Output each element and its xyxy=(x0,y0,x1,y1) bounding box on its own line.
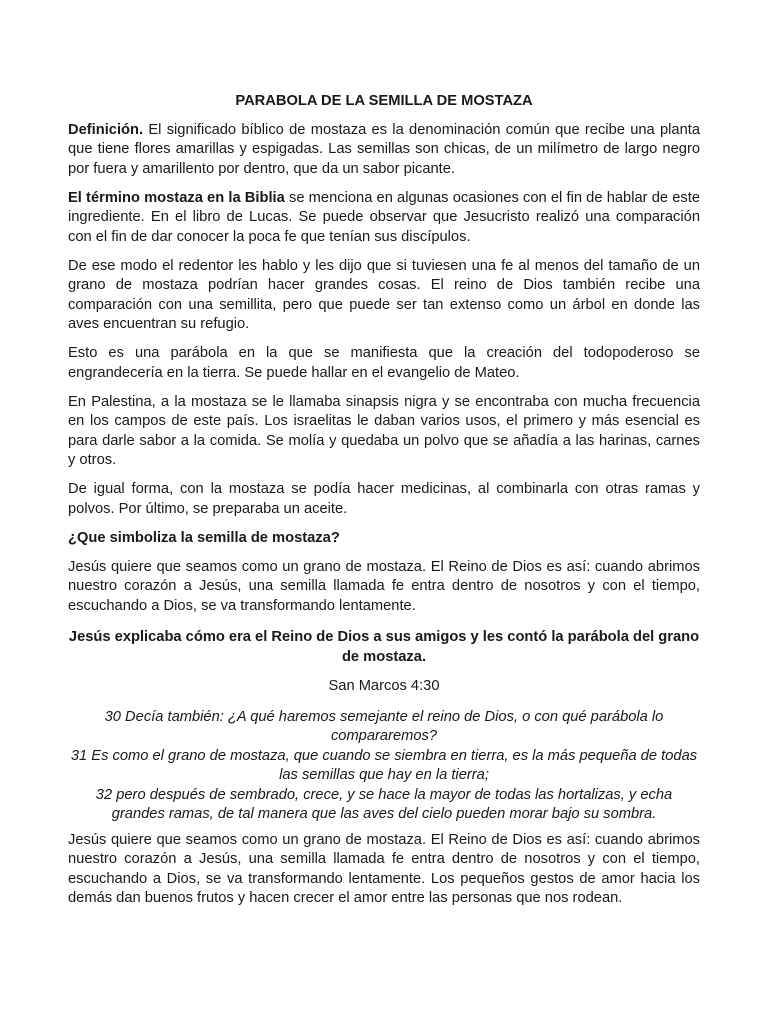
paragraph-redentor: De ese modo el redentor les hablo y les dijo que si tuviesen una fe al menos del tamaño de un grano de mostaza podrían hacer grandes cosas. El reino de Dios también recibe una comparación con una semillita, pero que puede ser tan extenso como un árbol en donde las aves encuentran su refugio. xyxy=(68,257,700,332)
bible-reference: San Marcos 4:30 xyxy=(328,678,440,694)
paragraph-termino-biblia xyxy=(68,189,700,248)
bible-verses xyxy=(68,708,700,825)
paragraph-simboliza: Jesús quiere que seamos como un grano de mostaza. El Reino de Dios es así: cuando abrimos nuestro corazón a Jesús, una semilla llamada fe entra dentro de nosotros y con el tiempo, escuchando a Dios, se va transformando lentamente. xyxy=(68,558,700,614)
centered-heading: Jesús explicaba cómo era el Reino de Dios a sus amigos y les contó la parábola del grano de mostaza. xyxy=(68,629,700,665)
paragraph-medicinas: De igual forma, con la mostaza se podía hacer medicinas, al combinarla con otras ramas y polvos. Por último, se preparaba un aceite. xyxy=(68,481,700,517)
verse-30: 30 Decía también: ¿A qué haremos semejante el reino de Dios, o con qué parábola lo compararemos? xyxy=(104,708,664,744)
paragraph-definicion xyxy=(68,121,700,180)
paragraph-conclusion: Jesús quiere que seamos como un grano de mostaza. El Reino de Dios es así: cuando abrimos nuestro corazón a Jesús, una semilla llamada fe entra dentro de nosotros y con el tiempo, escuchando a Dios, se va transformando lentamente. Los pequeños gestos de amor hacia los demás dan buenos frutos y hacen crecer el amor entre las personas que nos rodean. xyxy=(68,831,700,906)
paragraph-parabola: Esto es una parábola en la que se manifiesta que la creación del todopoderoso se engrandecería en la tierra. Se puede hallar en el evangelio de Mateo. xyxy=(68,345,700,381)
paragraph-termino-lead: El término mostaza en la Biblia xyxy=(68,189,285,206)
paragraph-termino-body: se menciona en algunas ocasiones con el fin de hablar de este ingrediente. En el libro de Lucas. Se puede observar que Jesucristo realizó una comparación con el fin de dar conocer la poca fe que tenían sus discípulos. xyxy=(68,189,700,245)
paragraph-definicion-body: El significado bíblico de mostaza es la denominación común que recibe una planta que tiene flores amarillas y espigadas. Las semillas son chicas, de un milímetro de largo negro por fuera y amarillento por dentro, que da un sabor picante. xyxy=(68,121,700,177)
document-title: PARABOLA DE LA SEMILLA DE MOSTAZA xyxy=(235,93,533,109)
verse-32: 32 pero después de sembrado, crece, y se hace la mayor de todas las hortalizas, y echa grandes ramas, de tal manera que las aves del cielo pueden morar bajo su sombra. xyxy=(95,786,673,822)
paragraph-palestina: En Palestina, a la mostaza se le llamaba sinapsis nigra y se encontraba con mucha frecuencia en los campos de este país. Los israelitas le daban varios usos, el primero y más esencial es para darle sabor a la comida. Se molía y quedaba un polvo que se añadía a las harinas, carnes y otros. xyxy=(68,393,700,468)
verse-31: 31 Es como el grano de mostaza, que cuando se siembra en tierra, es la más pequeña de todas las semillas que hay en la tierra; xyxy=(70,747,698,783)
paragraph-definicion-lead: Definición. xyxy=(68,121,144,138)
document-page xyxy=(68,92,700,918)
section-subtitle: ¿Que simboliza la semilla de mostaza? xyxy=(68,529,340,546)
